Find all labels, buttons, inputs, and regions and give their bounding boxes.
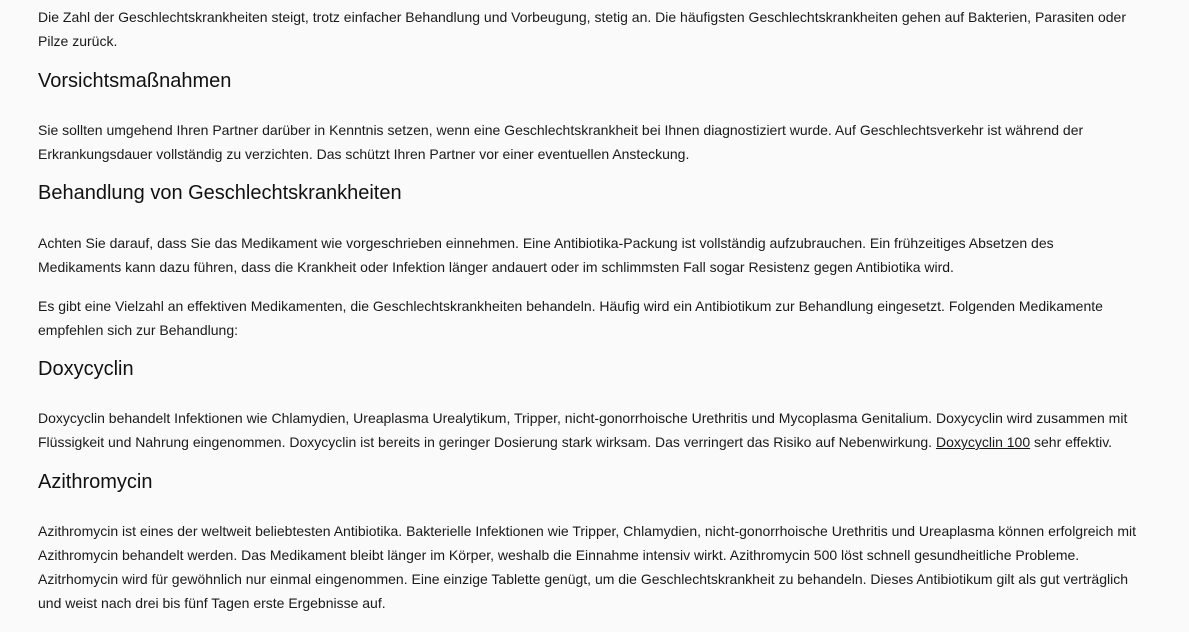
heading-doxycyclin: Doxycyclin (38, 358, 134, 380)
doxycyclin-paragraph (38, 406, 1138, 454)
heading-vorsichtsmassnahmen: Vorsichtsmaßnahmen (38, 70, 232, 92)
behandlung-paragraph-1: Achten Sie darauf, dass Sie das Medikament wie vorgeschrieben einnehmen. Eine Antibiotika-Packung ist vollständig aufzubrauchen. Ein frühzeitiges Absetzen des Medikaments kann dazu führen, dass die Krankheit oder Infektion länger andauert oder im schlimmsten Fall sogar Resistenz gegen Antibiotika wird. (38, 235, 1054, 275)
intro-paragraph: Die Zahl der Geschlechtskrankheiten steigt, trotz einfacher Behandlung und Vorbeugung, stetig an. Die häufigsten Geschlechtskrankheiten gehen auf Bakterien, Parasiten oder Pilze zurück. (38, 9, 1127, 49)
heading-azithromycin: Azithromycin (38, 471, 153, 493)
behandlung-paragraph-2: Es gibt eine Vielzahl an effektiven Medikamenten, die Geschlechtskrankheiten behandeln. Häufig wird ein Antibiotikum zur Behandlung eingesetzt. Folgenden Medikamente empfehlen sich zur Behandlung: (38, 298, 1103, 338)
heading-behandlung: Behandlung von Geschlechtskrankheiten (38, 182, 402, 204)
doxycyclin-text-after-link: sehr effektiv. (1030, 434, 1113, 450)
doxycyclin-text-before-link: Doxycyclin behandelt Infektionen wie Chlamydien, Ureaplasma Urealytikum, Tripper, nicht-gonorrhoische Urethritis und Mycoplasma Genitalium. Doxycyclin wird zusammen mit Flüssigkeit und Nahrung eingenommen. Doxycyclin ist bereits in geringer Dosierung stark wirksam. Das verringert das Risiko auf Nebenwirkung. (38, 410, 1128, 450)
azithromycin-paragraph: Azithromycin ist eines der weltweit beliebtesten Antibiotika. Bakterielle Infektionen wie Tripper, Chlamydien, nicht-gonorrhoische Urethritis und Ureaplasma können erfolgreich mit Azithromycin behandelt werden. Das Medikament bleibt länger im Körper, weshalb die Einnahme intensiv wirkt. Azithromycin 500 löst schnell gesundheitliche Probleme. Azitrhomycin wird für gewöhnlich nur einmal eingenommen. Eine einzige Tablette genügt, um die Geschlechtskrankheit zu behandeln. Dieses Antibiotikum gilt als gut verträglich und weist nach drei bis fünf Tagen erste Ergebnisse auf. (38, 523, 1136, 611)
doxycyclin-100-link[interactable]: Doxycyclin 100 (935, 434, 1031, 450)
vorsichtsmassnahmen-paragraph: Sie sollten umgehend Ihren Partner darüber in Kenntnis setzen, wenn eine Geschlechtskrankheit bei Ihnen diagnostiziert wurde. Auf Geschlechtsverkehr ist während der Erkrankungsdauer vollständig zu verzichten. Das schützt Ihren Partner vor einer eventuellen Ansteckung. (38, 122, 1084, 162)
